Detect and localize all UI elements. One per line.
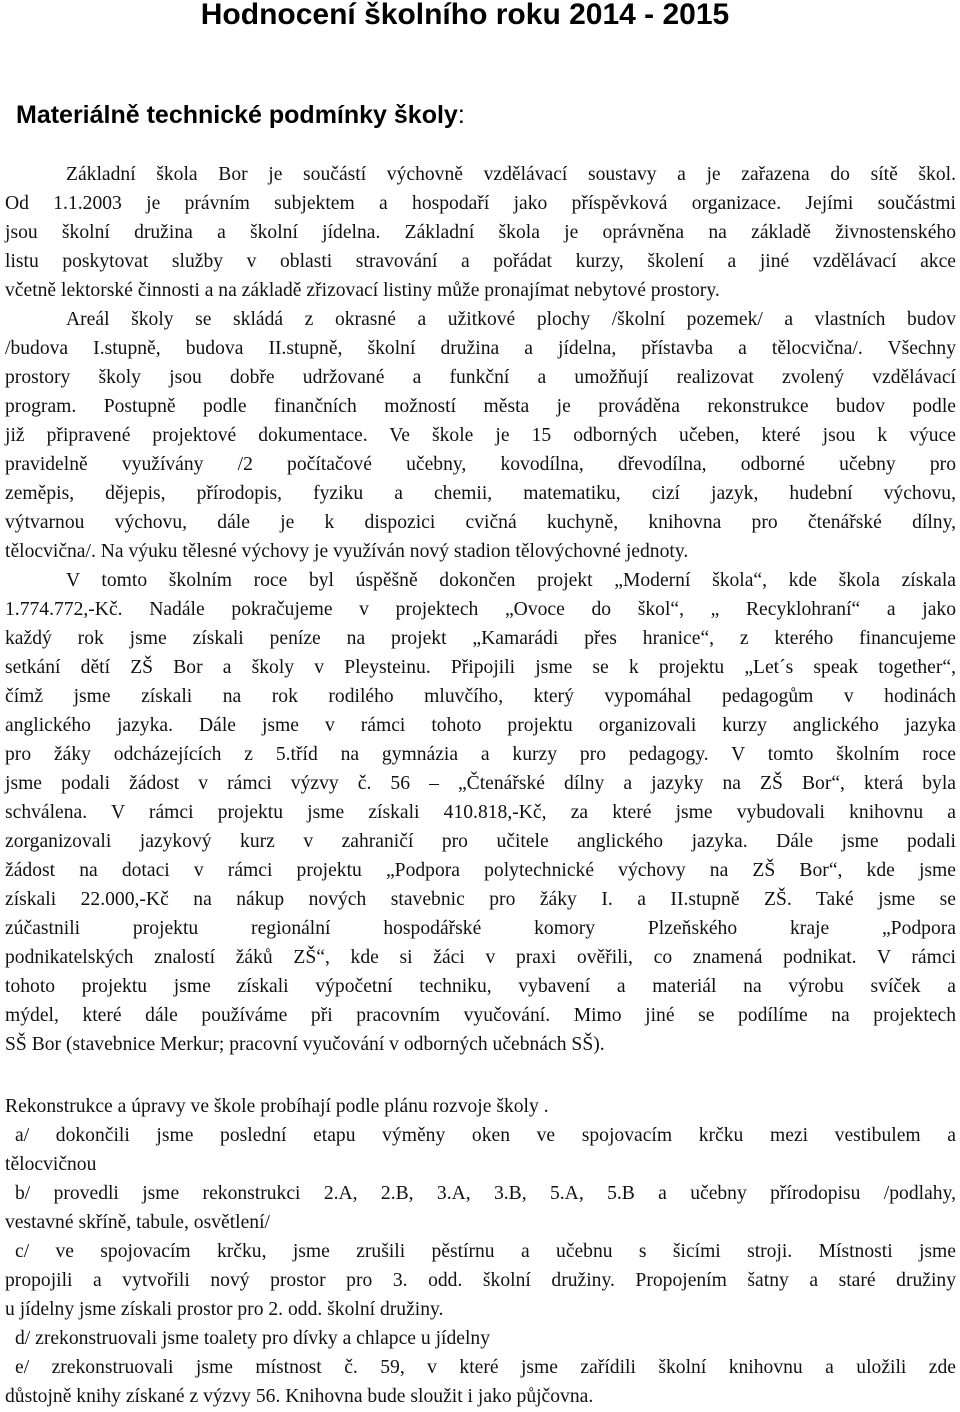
body-line: mýdel, které dále používáme při pracovním vyučování. Mimo jiné se podílíme na projektech	[5, 1005, 956, 1026]
body-line: SŠ Bor (stavebnice Merkur; pracovní vyučování v odborných učebnách SŠ).	[5, 1034, 605, 1055]
body-line: jsme podali žádost v rámci výzvy č. 56 – „Čtenářské dílny a jazyky na ZŠ Bor“, která byla	[5, 773, 956, 794]
body-line: čímž jsme získali na rok rodilého mluvčího, který vypomáhal pedagogům v hodinách	[5, 686, 956, 707]
reconstruction-item-c-cont: propojili a vytvořili nový prostor pro 3. odd. školní družiny. Propojením šatny a staré družiny	[5, 1270, 956, 1291]
reconstruction-item-b-cont: vestavné skříně, tabule, osvětlení/	[5, 1212, 270, 1233]
body-line: tělocvična/. Na výuku tělesné výchovy je využíván nový stadion tělovýchovné jednoty.	[5, 541, 689, 562]
body-line: tohoto projektu jsme získali výpočetní techniku, vybavení a materiál na výrobu svíček a	[5, 976, 956, 997]
body-line: pravidelně využívány /2 počítačové učebny, kovodílna, dřevodílna, odborné učebny pro	[5, 454, 956, 475]
body-line: anglického jazyka. Dále jsme v rámci tohoto projektu organizovali kurzy anglického jazyka	[5, 715, 956, 736]
reconstruction-item-a-cont: tělocvičnou	[5, 1154, 97, 1175]
body-line: včetně lektorské činnosti a na základě zřizovací listiny může pronajímat nebytové prostory.	[5, 280, 720, 301]
section-heading-colon: :	[457, 101, 465, 129]
body-line: zúčastnili projektu regionální hospodářské komory Plzeňského kraje „Podpora	[5, 918, 956, 939]
body-line: získali 22.000,-Kč na nákup nových stavebnic pro žáky I. a II.stupně ZŠ. Také jsme se	[5, 889, 956, 910]
body-line: žádost na dotaci v rámci projektu „Podpora polytechnické výchovy na ZŠ Bor“, kde jsme	[5, 860, 956, 881]
body-line: zorganizovali jazykový kurz v zahraničí pro učitele anglického jazyka. Dále jsme podali	[5, 831, 956, 852]
reconstruction-item-a: a/ dokončili jsme poslední etapu výměny oken ve spojovacím krčku mezi vestibulem a	[15, 1125, 956, 1146]
body-line: již připravené projektové dokumentace. Ve škole je 15 odborných učeben, které jsou k výuce	[5, 425, 956, 446]
reconstruction-intro: Rekonstrukce a úpravy ve škole probíhají podle plánu rozvoje školy .	[5, 1096, 549, 1117]
reconstruction-item-b: b/ provedli jsme rekonstrukci 2.A, 2.B, 3.A, 3.B, 5.A, 5.B a učebny přírodopisu /podlahy,	[15, 1183, 956, 1204]
reconstruction-item-c: c/ ve spojovacím krčku, jsme zrušili pěstírnu a učebnu s šicími stroji. Místnosti jsme	[15, 1241, 956, 1262]
body-line: prostory školy jsou dobře udržované a funkční a umožňují realizovat zvolený vzdělávací	[5, 367, 956, 388]
body-line: /budova I.stupně, budova II.stupně, školní družina a jídelna, přístavba a tělocvična/. Všechny	[5, 338, 956, 359]
body-line: podnikatelských znalostí žáků ZŠ“, kde si žáci v praxi ověřili, co znamená podnikat. V rámci	[5, 947, 956, 968]
body-line: program. Postupně podle finančních možností města je prováděna rekonstrukce budov podle	[5, 396, 956, 417]
body-line: Areál školy se skládá z okrasné a užitkové plochy /školní pozemek/ a vlastních budov	[66, 309, 956, 330]
body-line: listu poskytovat služby v oblasti stravování a pořádat kurzy, školení a jiné vzdělávací akce	[5, 251, 956, 272]
body-line: Základní škola Bor je součástí výchovně vzdělávací soustavy a je zařazena do sítě škol.	[66, 164, 956, 185]
section-heading	[16, 101, 916, 129]
body-line: V tomto školním roce byl úspěšně dokončen projekt „Moderní škola“, kde škola získala	[66, 570, 956, 591]
reconstruction-item-e: e/ zrekonstruovali jsme místnost č. 59, v které jsme zařídili školní knihovnu a uložili zde	[15, 1357, 956, 1378]
document-title: Hodnocení školního roku 2014 - 2015	[200, 0, 730, 31]
body-line: zeměpis, dějepis, přírodopis, fyziku a chemii, matematiku, cizí jazyk, hudební výchovu,	[5, 483, 956, 504]
body-line: 1.774.772,-Kč. Nadále pokračujeme v projektech „Ovoce do škol“, „ Recyklohraní“ a jako	[5, 599, 956, 620]
body-line: schválena. V rámci projektu jsme získali 410.818,-Kč, za které jsme vybudovali knihovnu a	[5, 802, 956, 823]
body-line: každý rok jsme získali peníze na projekt „Kamarádi přes hranice“, z kterého financujeme	[5, 628, 956, 649]
section-heading-text: Materiálně technické podmínky školy	[16, 101, 458, 129]
reconstruction-item-c-cont: u jídelny jsme získali prostor pro 2. odd. školní družiny.	[5, 1299, 444, 1320]
body-line: pro žáky odcházejících z 5.tříd na gymnázia a kurzy pro pedagogy. V tomto školním roce	[5, 744, 956, 765]
reconstruction-item-e-cont: důstojně knihy získané z výzvy 56. Knihovna bude sloužit i jako půjčovna.	[5, 1386, 594, 1407]
reconstruction-item-d: d/ zrekonstruovali jsme toalety pro dívky a chlapce u jídelny	[15, 1328, 491, 1349]
body-line: jsou školní družina a školní jídelna. Základní škola je oprávněna na základě živnostenského	[5, 222, 956, 243]
body-line: výtvarnou výchovu, dále je k dispozici cvičná kuchyně, knihovna pro čtenářské dílny,	[5, 512, 956, 533]
body-line: Od 1.1.2003 je právním subjektem a hospodaří jako příspěvková organizace. Jejími součástmi	[5, 193, 956, 214]
body-line: setkání dětí ZŠ Bor a školy v Pleysteinu. Připojili jsme se k projektu „Let´s speak together“,	[5, 657, 956, 678]
